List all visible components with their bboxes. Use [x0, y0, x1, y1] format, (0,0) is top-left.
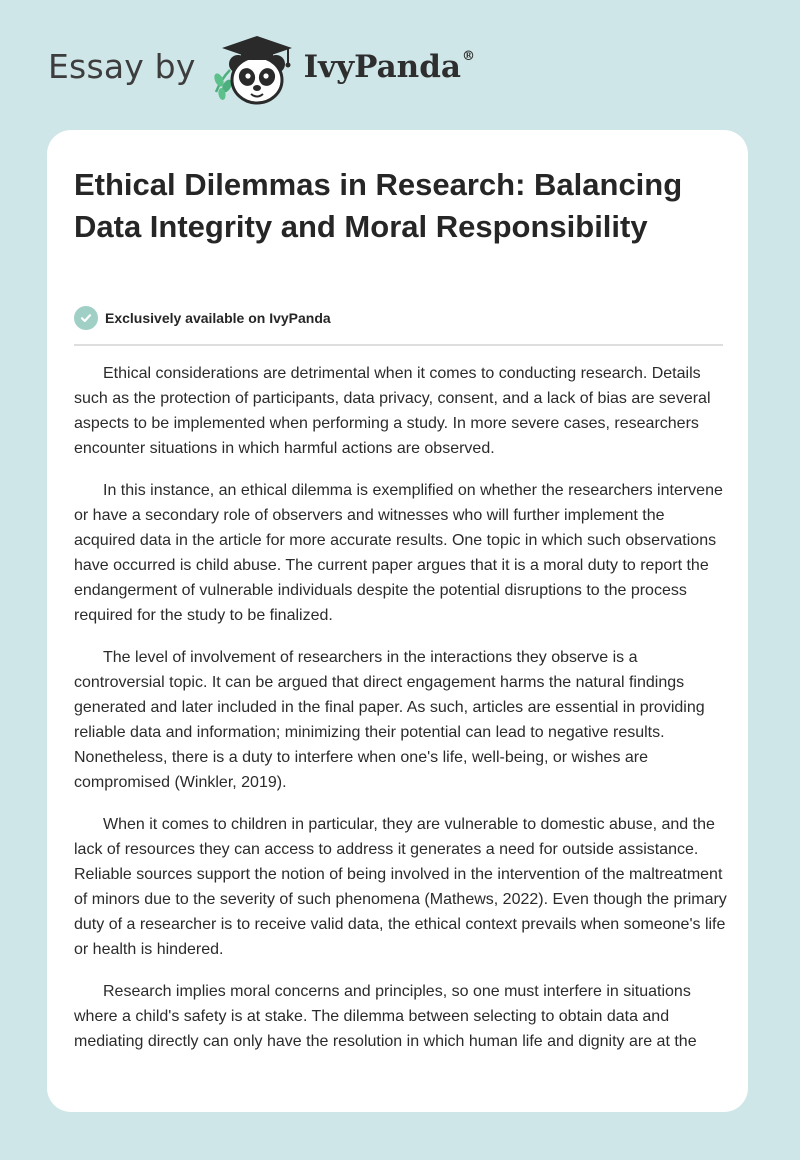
brand-name[interactable] [304, 49, 475, 85]
exclusive-badge-label: Exclusively available on IvyPanda [105, 310, 331, 326]
paragraph: In this instance, an ethical dilemma is exemplified on whether the researchers intervene or have a secondary role of observers and witnesses who will further implement the acquired data in the article for more accurate results. One topic in which such observations have occurred is child abuse. The current paper argues that it is a moral duty to report the endangerment of vulnerable individuals despite the potential disruptions to the process required for the study to be finalized. [74, 482, 723, 624]
trademark-symbol: ® [461, 48, 475, 64]
essay-title: Ethical Dilemmas in Research: Balancing Data Integrity and Moral Responsibility [74, 167, 683, 244]
paragraph: Ethical considerations are detrimental when it comes to conducting research. Details such as the protection of participants, data privacy, consent, and a lack of bias are several aspects to be implemented when performing a study. In more severe cases, researchers encounter situations in which harmful actions are observed. [74, 365, 711, 457]
divider [74, 344, 723, 346]
brand-name-text: IvyPanda [303, 49, 461, 85]
paragraph: The level of involvement of researchers in the interactions they observe is a controversial topic. It can be argued that direct engagement harms the natural findings generated and later included in the final paper. As such, articles are essential in providing reliable data and information; minimizing their potential can lead to negative results. Nonetheless, there is a duty to interfere when one's life, well-being, or wishes are compromised (Winkler, 2019). [74, 649, 705, 791]
paragraph: Research implies moral concerns and principles, so one must interfere in situations where a child's safety is at stake. The dilemma between selecting to obtain data and mediating directly can only have the resolution in which human life and dignity are at the [74, 983, 697, 1050]
paragraph: When it comes to children in particular, they are vulnerable to domestic abuse, and the lack of resources they can access to address it generates a need for outside assistance. Reliable sources support the notion of being involved in the intervention of the maltreatment of minors due to the severity of such phenomena (Mathews, 2022). Even though the primary duty of a researcher is to receive valid data, the ethical context prevails when someone's life or health is hindered. [74, 816, 727, 958]
essay-card [47, 130, 748, 1112]
essay-body [74, 361, 729, 1071]
panda-logo-icon[interactable] [210, 30, 302, 110]
check-circle-icon [74, 306, 98, 330]
site-header [48, 30, 475, 110]
essay-by-label: Essay by [48, 46, 196, 86]
exclusive-badge [74, 306, 331, 330]
